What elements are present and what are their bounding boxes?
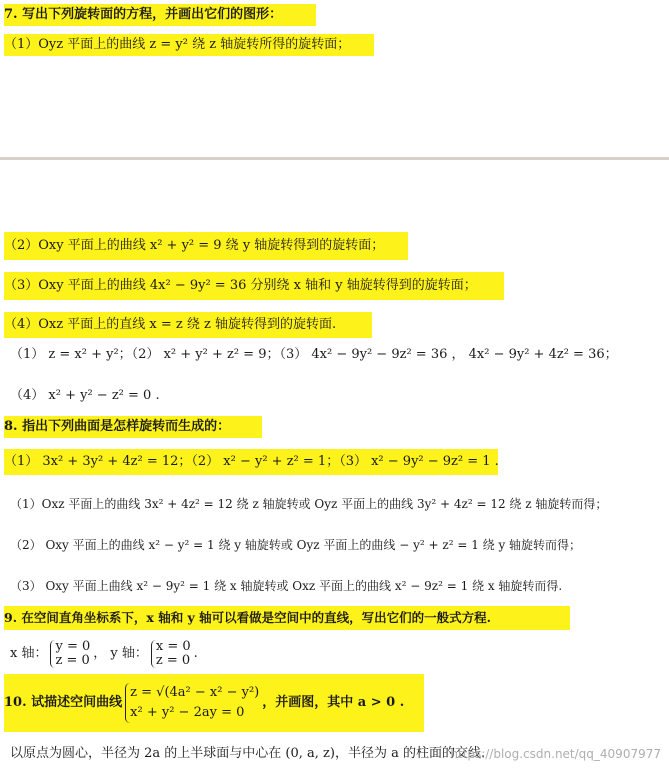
q9-answer: x 轴： y = 0 z = 0 ， y 轴： x = 0 z = 0 . <box>10 638 198 668</box>
q7-title <box>4 4 316 26</box>
q7-answer-2: （4） x² + y² − z² = 0 . <box>10 388 160 403</box>
q8-answer-1: （1）Oxz 平面上的曲线 3x² + 4z² = 12 绕 z 轴旋转或 Oyz 平面上的曲线 3y² + 4z² = 12 绕 z 轴旋转而得； <box>10 497 608 511</box>
watermark: https://blog.csdn.net/qq_40907977 <box>450 747 661 761</box>
q8-answer-3: （3） Oxy 平面上曲线 x² − 9y² = 1 绕 x 轴旋转或 Oxz 平面上的曲线 x² − 9z² = 1 绕 x 轴旋转而得. <box>10 579 563 593</box>
page-divider <box>0 157 669 160</box>
q9-title: 9. 在空间直角坐标系下，x 轴和 y 轴可以看做是空间中的直线，写出它们的一般式方程. <box>4 606 570 630</box>
q7-problem-1: （1）Oyz 平面上的曲线 z = y² 绕 z 轴旋转所得的旋转面； <box>4 34 374 56</box>
q7-title-text: 7. 写出下列旋转面的方程，并画出它们的图形： <box>4 7 283 22</box>
q8-title: 8. 指出下列曲面是怎样旋转而生成的： <box>4 416 262 438</box>
q7-problem-3: （3）Oxy 平面上的曲线 4x² − 9y² = 36 分别绕 x 轴和 y 轴旋转得到的旋转面； <box>4 272 504 300</box>
q7-problem-4: （4）Oxz 平面上的直线 x = z 绕 z 轴旋转得到的旋转面. <box>4 312 372 338</box>
q10-system: z = √(4a² − x² − y²) x² + y² − 2ay = 0 <box>125 683 259 723</box>
q8-answer-2: （2） Oxy 平面上的曲线 x² − y² = 1 绕 y 轴旋转或 Oyz 平面上的曲线 − y² + z² = 1 绕 y 轴旋转而得； <box>10 538 582 552</box>
q10-problem: 10. 试描述空间曲线 z = √(4a² − x² − y²) x² + y² − 2ay = 0 ，并画图，其中 a > 0 . <box>4 674 424 732</box>
q7-problem-2: （2）Oxy 平面上的曲线 x² + y² = 9 绕 y 轴旋转得到的旋转面； <box>4 232 408 260</box>
q8-problems: （1） 3x² + 3y² + 4z² = 12；（2） x² − y² + z² = 1；（3） x² − 9y² − 9z² = 1 . <box>4 449 498 475</box>
y-axis-system: x = 0 z = 0 <box>151 640 191 668</box>
q10-answer: 以原点为圆心，半径为 2a 的上半球面与中心在 (0, a, z)，半径为 a 的柱面的交线. <box>10 746 486 761</box>
q7-answer-1: （1） z = x² + y²；（2） x² + y² + z² = 9；（3） 4x² − 9y² − 9z² = 36 ， 4x² − 9y² + 4z² = 36； <box>10 347 618 362</box>
x-axis-system: y = 0 z = 0 <box>50 640 90 668</box>
